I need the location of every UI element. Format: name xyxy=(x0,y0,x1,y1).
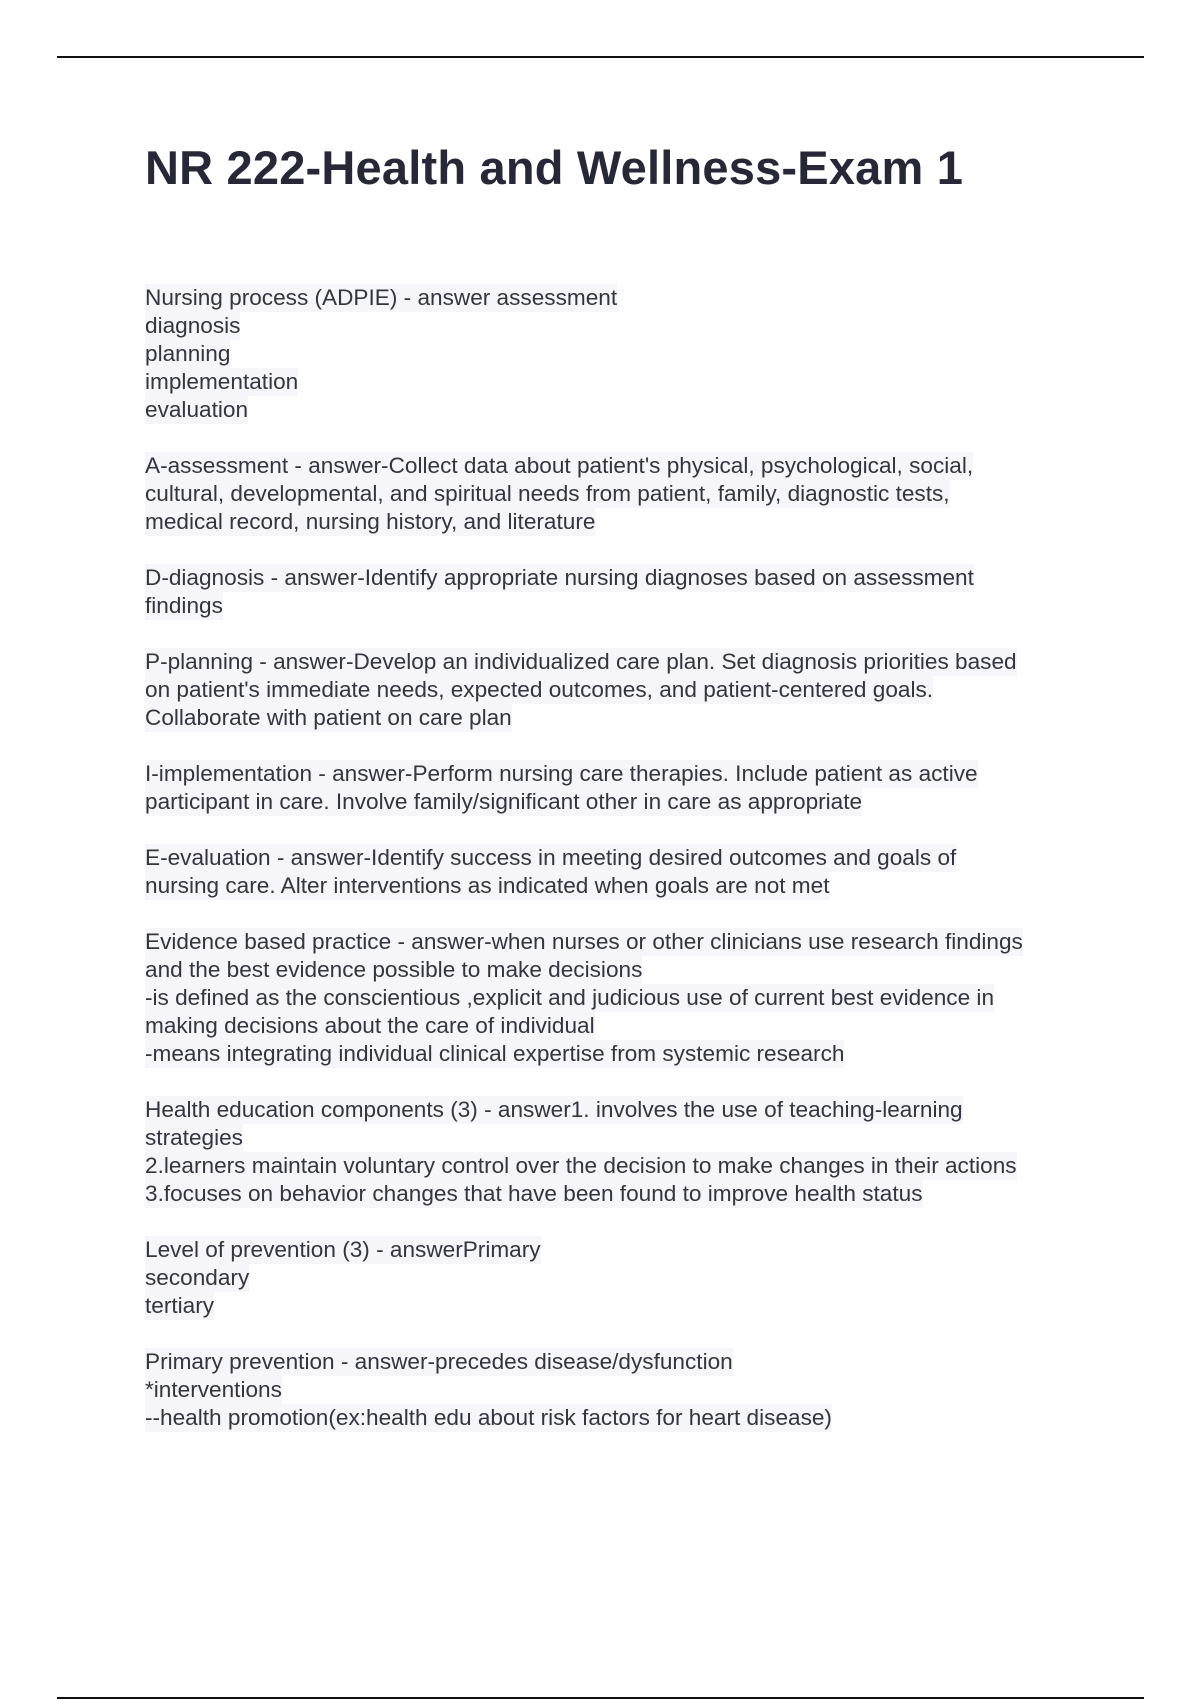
card-line: participant in care. Involve family/significant other in care as appropriate xyxy=(145,789,863,814)
flashcard-implementation xyxy=(145,760,1095,816)
top-divider xyxy=(57,56,1144,58)
card-line: Nursing process (ADPIE) - answer assessment xyxy=(145,285,618,310)
card-line: strategies xyxy=(145,1125,243,1150)
card-line: --health promotion(ex:health edu about risk factors for heart disease) xyxy=(145,1405,832,1430)
card-line: D-diagnosis - answer-Identify appropriate nursing diagnoses based on assessment xyxy=(145,565,974,590)
card-line: diagnosis xyxy=(145,313,241,338)
flashcard-evidence-based-practice xyxy=(145,928,1095,1068)
card-line: cultural, developmental, and spiritual needs from patient, family, diagnostic tests, xyxy=(145,481,950,506)
card-line: -means integrating individual clinical expertise from systemic research xyxy=(145,1041,845,1066)
flashcard-diagnosis xyxy=(145,564,1095,620)
card-line: evaluation xyxy=(145,397,249,422)
card-line: tertiary xyxy=(145,1293,215,1318)
card-line: 3.focuses on behavior changes that have been found to improve health status xyxy=(145,1181,923,1206)
flashcard-levels-of-prevention xyxy=(145,1236,1095,1320)
card-line: on patient's immediate needs, expected outcomes, and patient-centered goals. xyxy=(145,677,934,702)
flashcard-list xyxy=(145,284,1095,1460)
card-line: nursing care. Alter interventions as indicated when goals are not met xyxy=(145,873,830,898)
flashcard-primary-prevention xyxy=(145,1348,1095,1432)
flashcard-assessment xyxy=(145,452,1095,536)
page-title: NR 222-Health and Wellness-Exam 1 xyxy=(145,141,964,194)
card-line: Level of prevention (3) - answerPrimary xyxy=(145,1237,541,1262)
flashcard-evaluation xyxy=(145,844,1095,900)
flashcard-planning xyxy=(145,648,1095,732)
card-line: -is defined as the conscientious ,explicit and judicious use of current best evidence in xyxy=(145,985,995,1010)
card-line: and the best evidence possible to make decisions xyxy=(145,957,643,982)
card-line: I-implementation - answer-Perform nursing care therapies. Include patient as active xyxy=(145,761,978,786)
bottom-divider xyxy=(57,1697,1144,1699)
flashcard-health-education xyxy=(145,1096,1095,1208)
card-line: P-planning - answer-Develop an individualized care plan. Set diagnosis priorities based xyxy=(145,649,1017,674)
card-line: E-evaluation - answer-Identify success in meeting desired outcomes and goals of xyxy=(145,845,957,870)
card-line: implementation xyxy=(145,369,299,394)
card-line: planning xyxy=(145,341,231,366)
card-line: findings xyxy=(145,593,223,618)
card-line: medical record, nursing history, and literature xyxy=(145,509,596,534)
card-line: secondary xyxy=(145,1265,250,1290)
card-line: Collaborate with patient on care plan xyxy=(145,705,512,730)
card-line: A-assessment - answer-Collect data about patient's physical, psychological, social, xyxy=(145,453,974,478)
card-line: Health education components (3) - answer1. involves the use of teaching-learning xyxy=(145,1097,963,1122)
flashcard-nursing-process xyxy=(145,284,1095,424)
card-line: Evidence based practice - answer-when nurses or other clinicians use research findings xyxy=(145,929,1023,954)
card-line: 2.learners maintain voluntary control over the decision to make changes in their actions xyxy=(145,1153,1017,1178)
card-line: making decisions about the care of individual xyxy=(145,1013,595,1038)
card-line: *interventions xyxy=(145,1377,282,1402)
card-line: Primary prevention - answer-precedes disease/dysfunction xyxy=(145,1349,733,1374)
